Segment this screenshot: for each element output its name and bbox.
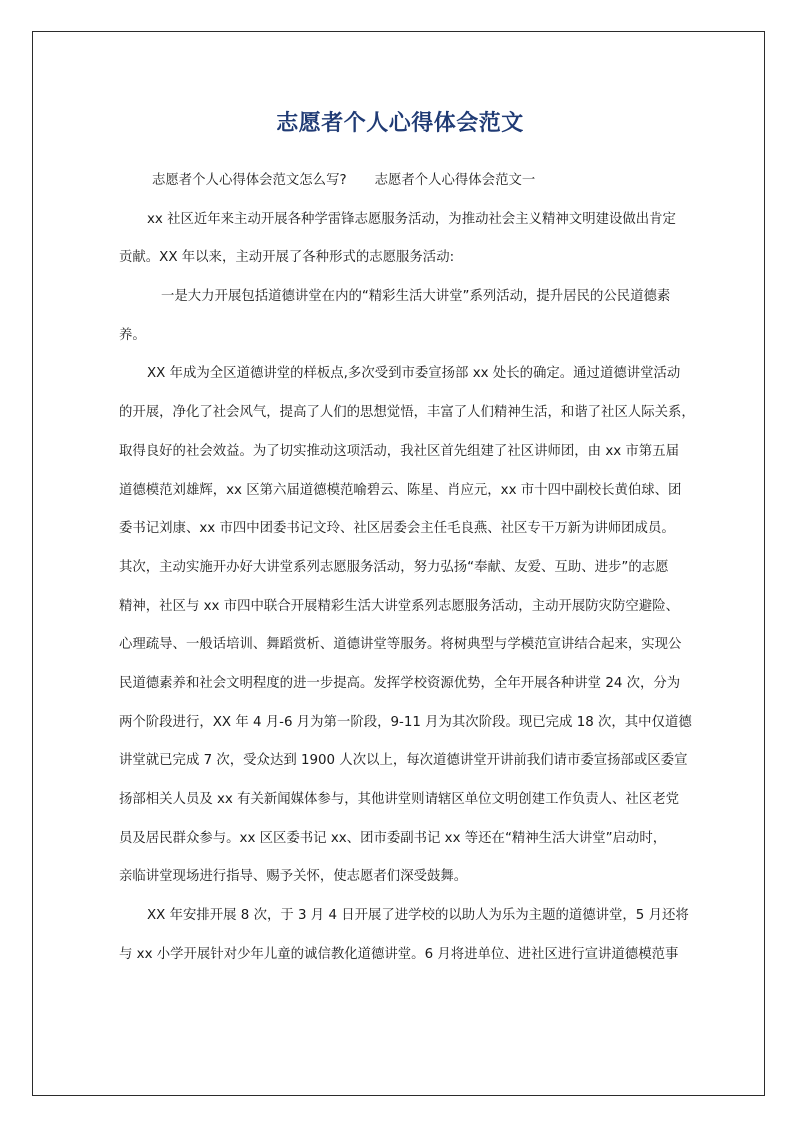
paragraph-line: 道德模范刘雄辉，xx 区第六届道德模范喻碧云、陈星、肖应元，xx 市十四中副校长黄伯球、团	[119, 482, 682, 498]
paragraph-line: XX 年成为全区道德讲堂的样板点,多次受到市委宣扬部 xx 处长的确定。通过道德讲堂活动	[147, 366, 681, 382]
paragraph-line: 亲临讲堂现场进行指导、赐予关怀，使志愿者们深受鼓舞。	[119, 869, 468, 885]
paragraph-line: 其次，主动实施开办好大讲堂系列志愿服务活动，努力弘扬“奉献、友爱、互助、进步”的志愿	[119, 559, 669, 575]
paragraph-line: 员及居民群众参与。xx 区区委书记 xx、团市委副书记 xx 等还在“精神生活大讲堂”启动时，	[119, 830, 667, 846]
paragraph-line: 民道德素养和社会文明程度的进一步提高。发挥学校资源优势，全年开展各种讲堂 24 次，分为	[119, 675, 681, 691]
intro-right-text: 志愿者个人心得体会范文一	[374, 173, 536, 188]
intro-left-text: 志愿者个人心得体会范文怎么写?	[152, 173, 347, 188]
paragraph-line: 贡献。XX 年以来，主动开展了各种形式的志愿服务活动:	[119, 250, 455, 266]
document-title: 志愿者个人心得体会范文	[276, 111, 524, 136]
paragraph-line: 两个阶段进行，XX 年 4 月-6 月为第一阶段，9-11 月为其次阶段。现已完成 18 次，其中仅道德	[119, 714, 692, 730]
intro-line	[152, 169, 694, 192]
paragraph-line: 养。	[119, 327, 146, 343]
paragraph-line: 委书记刘康、xx 市四中团委书记文玲、社区居委会主任毛良燕、社区专干万新为讲师团成员。	[119, 521, 675, 537]
paragraph-line: 扬部相关人员及 xx 有关新闻媒体参与，其他讲堂则请辖区单位文明创建工作负责人、社区老党	[119, 792, 679, 807]
paragraph-line: 取得良好的社会效益。为了切实推动这项活动，我社区首先组建了社区讲师团，由 xx 市第五届	[119, 443, 679, 459]
paragraph-line: 的开展，净化了社会风气，提高了人们的思想觉悟，丰富了人们精神生活，和谐了社区人际关系，	[119, 405, 695, 421]
paragraph-line: 与 xx 小学开展针对少年儿童的诚信教化道德讲堂。6 月将进单位、进社区进行宣讲道德模范事	[119, 946, 679, 962]
paragraph-line: 讲堂就已完成 7 次，受众达到 1900 人次以上，每次道德讲堂开讲前我们请市委宣扬部或区委宣	[119, 753, 688, 769]
paragraph-line: xx 社区近年来主动开展各种学雷锋志愿服务活动，为推动社会主义精神文明建设做出肯定	[147, 211, 676, 227]
paragraph-line: 一是大力开展包括道德讲堂在内的“精彩生活大讲堂”系列活动，提升居民的公民道德素	[161, 289, 671, 305]
paragraph-line: 精神，社区与 xx 市四中联合开展精彩生活大讲堂系列志愿服务活动，主动开展防灾防空避险、	[119, 598, 679, 614]
paragraph-line: 心理疏导、一般话培训、舞蹈赏析、道德讲堂等服务。将树典型与学模范宣讲结合起来，实现公	[119, 637, 682, 653]
paragraph-line: XX 年安排开展 8 次，于 3 月 4 日开展了进学校的以助人为乐为主题的道德讲堂，5 月还将	[147, 908, 689, 924]
document-body	[119, 169, 694, 981]
